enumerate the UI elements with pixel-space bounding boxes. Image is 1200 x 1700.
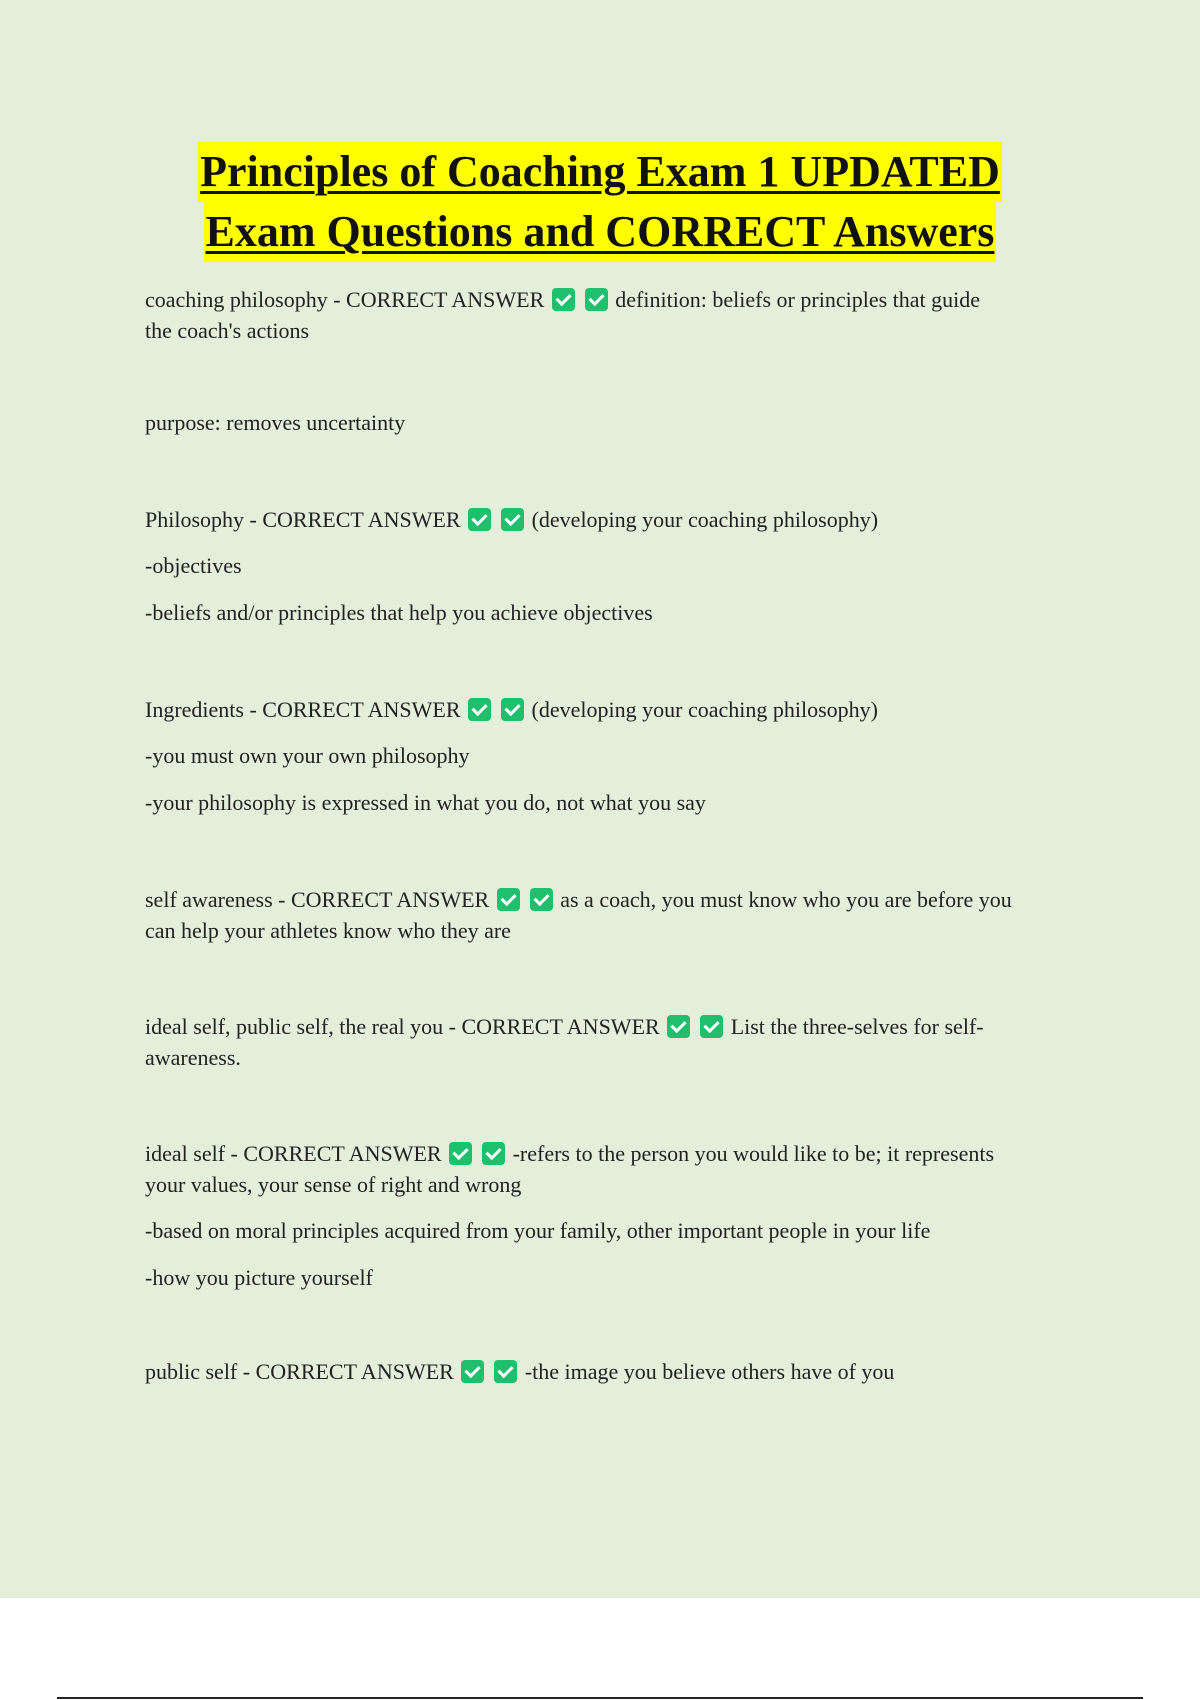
entry-text: -based on moral principles acquired from your family, other important people in your life <box>145 1218 931 1243</box>
check-mark-icon <box>552 288 575 311</box>
check-mark-icon <box>468 698 491 721</box>
qa-entry-public-self <box>145 1356 1090 1387</box>
entry-text: -how you picture yourself <box>145 1265 373 1290</box>
entry-answer: definition: beliefs or principles that guide <box>615 287 981 312</box>
check-mark-icon <box>585 288 608 311</box>
entry-answer: as a coach, you must know who you are before you <box>560 887 1012 912</box>
document-title <box>0 142 1200 262</box>
entry-term: Ingredients - CORRECT ANSWER <box>145 697 461 722</box>
entry-line <box>145 740 1090 771</box>
entry-term: ideal self, public self, the real you - CORRECT ANSWER <box>145 1014 660 1039</box>
entry-text: -your philosophy is expressed in what you do, not what you say <box>145 790 706 815</box>
entry-text: -objectives <box>145 553 242 578</box>
entry-line <box>145 550 1090 581</box>
entry-term: ideal self - CORRECT ANSWER <box>145 1141 442 1166</box>
qa-entry-philosophy <box>145 504 1090 535</box>
entry-answer-continued: awareness. <box>145 1045 241 1070</box>
check-mark-icon <box>461 1360 484 1383</box>
entry-line <box>145 597 1090 628</box>
entry-answer: (developing your coaching philosophy) <box>531 507 879 532</box>
check-mark-icon <box>482 1142 505 1165</box>
entry-answer: -refers to the person you would like to be; it represents <box>512 1141 995 1166</box>
entry-answer-continued: can help your athletes know who they are <box>145 918 511 943</box>
entry-text: -you must own your own philosophy <box>145 743 470 768</box>
check-mark-icon <box>700 1015 723 1038</box>
qa-entry-ideal-self <box>145 1138 1090 1200</box>
entry-answer: -the image you believe others have of you <box>524 1359 895 1384</box>
check-mark-icon <box>667 1015 690 1038</box>
qa-entry-ingredients <box>145 694 1090 725</box>
entry-term: self awareness - CORRECT ANSWER <box>145 887 490 912</box>
entry-line <box>145 1262 1090 1293</box>
check-mark-icon <box>497 888 520 911</box>
title-line-1: Principles of Coaching Exam 1 UPDATED <box>198 142 1002 202</box>
check-mark-icon <box>530 888 553 911</box>
qa-entry-coaching-philosophy <box>145 284 1090 346</box>
footer-divider <box>57 1697 1143 1699</box>
entry-answer-continued: your values, your sense of right and wrong <box>145 1172 522 1197</box>
title-line-2: Exam Questions and CORRECT Answers <box>204 202 997 262</box>
check-mark-icon <box>501 508 524 531</box>
entry-line <box>145 407 1090 438</box>
entry-text: purpose: removes uncertainty <box>145 410 406 435</box>
entry-term: public self - CORRECT ANSWER <box>145 1359 454 1384</box>
entry-term: Philosophy - CORRECT ANSWER <box>145 507 461 532</box>
entry-answer-continued: the coach's actions <box>145 318 310 343</box>
entry-answer: (developing your coaching philosophy) <box>531 697 878 722</box>
check-mark-icon <box>494 1360 517 1383</box>
qa-entry-three-selves <box>145 1011 1090 1073</box>
entry-answer: List the three-selves for self- <box>730 1014 984 1039</box>
entry-text: -beliefs and/or principles that help you achieve objectives <box>145 600 653 625</box>
entry-term: coaching philosophy - CORRECT ANSWER <box>145 287 545 312</box>
check-mark-icon <box>449 1142 472 1165</box>
qa-entry-self-awareness <box>145 884 1090 946</box>
entry-line <box>145 1215 1090 1246</box>
entry-line <box>145 787 1090 818</box>
check-mark-icon <box>468 508 491 531</box>
check-mark-icon <box>501 698 524 721</box>
